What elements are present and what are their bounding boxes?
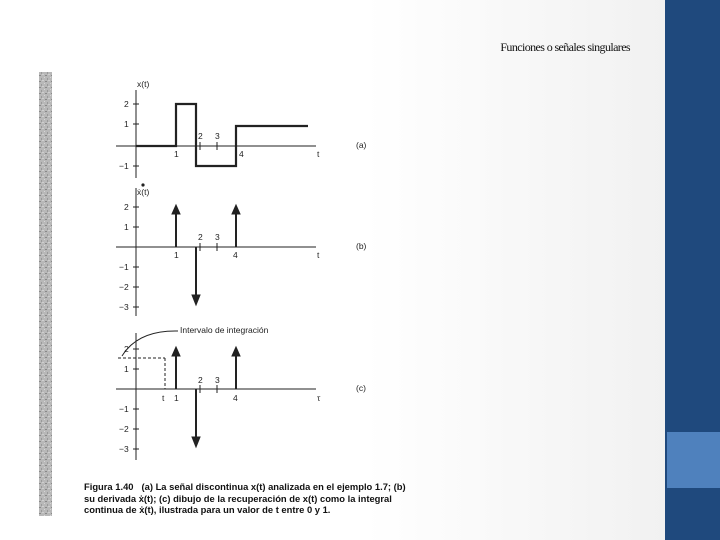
plot-c-xtick: t — [162, 393, 165, 403]
plot-c-xtick: 1 — [174, 393, 179, 403]
plot-b-ytick: −2 — [119, 282, 129, 292]
scan-edge-strip — [39, 72, 52, 516]
plot-b-xtick: 1 — [174, 250, 179, 260]
plot-c-xtick: 4 — [233, 393, 238, 403]
plot-b-xtick: 4 — [233, 250, 238, 260]
plot-a-xtick: 2 — [198, 131, 203, 141]
plot-b-xtick: 2 — [198, 232, 203, 242]
plot-c-xtick: 2 — [198, 375, 203, 385]
plot-b-xlabel: t — [317, 250, 320, 260]
plot-b-ytick: 2 — [124, 202, 129, 212]
plot-a-xtick: 4 — [239, 149, 244, 159]
plot-b-ylabel: ẋ(t) — [137, 187, 150, 197]
plot-c-ytick: −2 — [119, 424, 129, 434]
plot-b-ytick: 1 — [124, 222, 129, 232]
caption-text: (a) La señal discontinua x(t) analizada en el ejemplo 1.7; (b) su derivada ẋ(t); (c) dibujo de la recuperación de x(t) como la integral continua de ẋ(t), ilustrada para un valor de t entre 0 y 1. — [84, 481, 406, 515]
plot-c — [116, 331, 316, 460]
sidebar-accent-block — [667, 432, 720, 488]
plot-a-ytick: 2 — [124, 99, 129, 109]
caption-label: Figura 1.40 — [84, 481, 134, 492]
plot-a-xtick: 1 — [174, 149, 179, 159]
plot-c-ytick: −3 — [119, 444, 129, 454]
plot-c-xtick: 3 — [215, 375, 220, 385]
plot-a-ytick: −1 — [119, 161, 129, 171]
plot-c-ytick: 1 — [124, 364, 129, 374]
plot-b-tag: (b) — [356, 241, 367, 251]
plot-c-xlabel: τ — [317, 393, 321, 403]
plot-a-xtick: 3 — [215, 131, 220, 141]
plot-a-ytick: 1 — [124, 119, 129, 129]
plot-a-tag: (a) — [356, 140, 367, 150]
slide-title: Funciones o señales singulares — [500, 40, 630, 54]
plot-a-xlabel: t — [317, 149, 320, 159]
plot-b — [116, 188, 316, 316]
plot-b-ytick: −3 — [119, 302, 129, 312]
plot-b-xtick: 3 — [215, 232, 220, 242]
plot-c-ytick: 2 — [124, 344, 129, 354]
plot-c-annotation: Intervalo de integración — [180, 325, 269, 335]
plot-c-ytick: −1 — [119, 404, 129, 414]
figure-caption — [84, 481, 414, 516]
plot-a-ylabel: x(t) — [137, 79, 150, 89]
scanned-figure — [38, 68, 410, 528]
plot-c-tag: (c) — [356, 383, 366, 393]
plot-b-ytick: −1 — [119, 262, 129, 272]
